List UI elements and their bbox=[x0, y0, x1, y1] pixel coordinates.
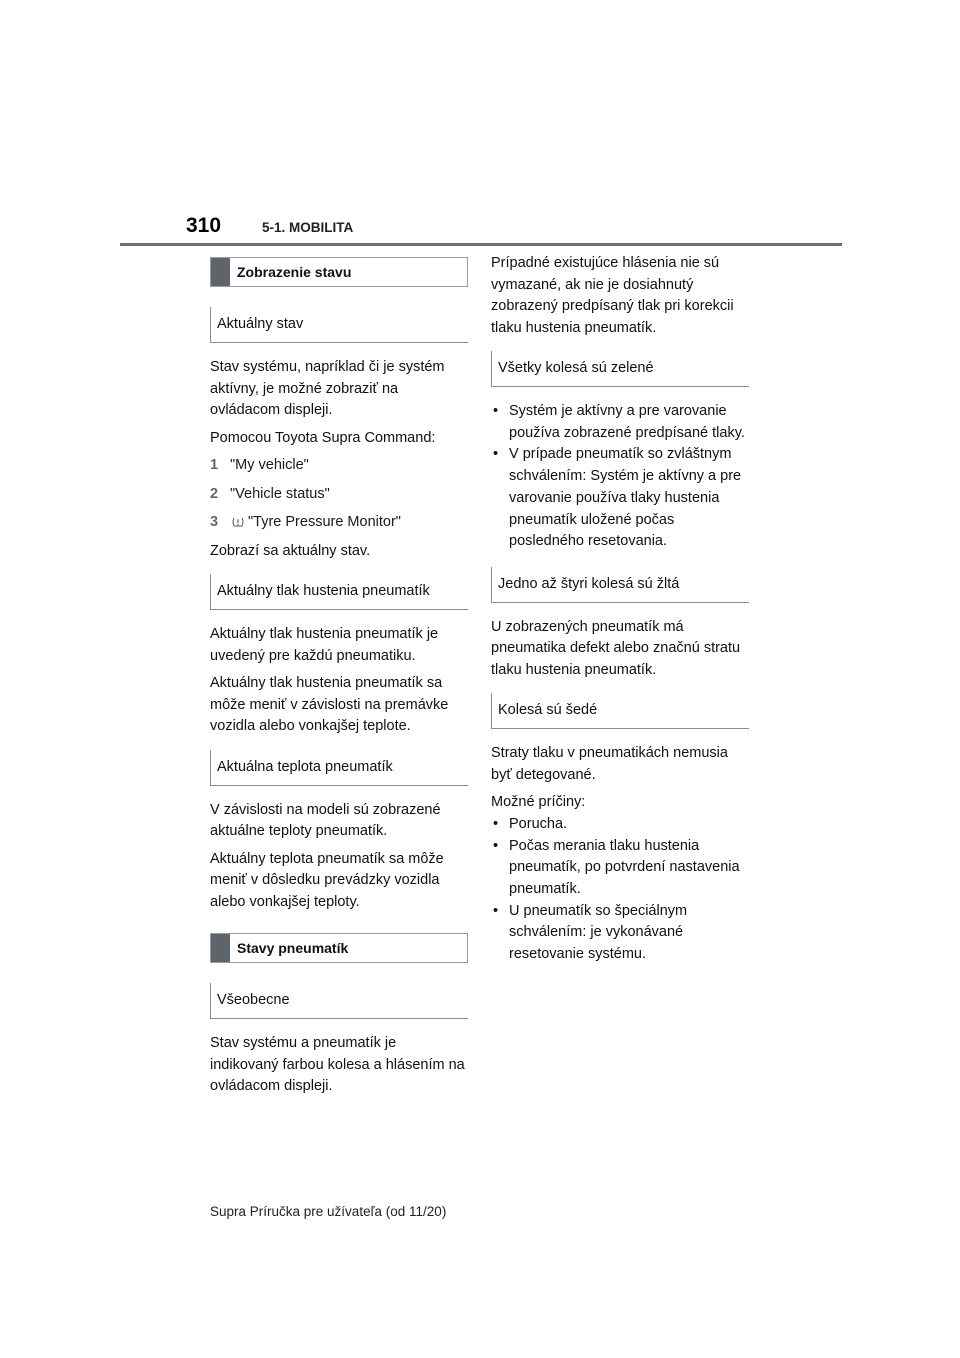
list-item: • V prípade pneumatík so zvláštnym schválením: Systém je aktívny a pre varovanie používa tlaky hustenia pneumatík uložené počas posledného resetovania. bbox=[491, 444, 749, 553]
subheading-yellow: Jedno až štyri kolesá sú žltá bbox=[491, 567, 749, 603]
subheading-current-status: Aktuálny stav bbox=[210, 307, 468, 343]
left-column bbox=[210, 257, 468, 1104]
paragraph: Aktuálny tlak hustenia pneumatík sa môže meniť v závislosti na premávke vozidla alebo vonkajšej teplote. bbox=[210, 675, 449, 734]
heading-text: Zobrazenie stavu bbox=[237, 264, 352, 280]
tire-pressure-warning-icon bbox=[231, 517, 245, 527]
paragraph: Možné príčiny: bbox=[491, 794, 586, 811]
bullet-list bbox=[491, 401, 749, 553]
list-item: • Počas merania tlaku hustenia pneumatík, po potvrdení nastavenia pneumatík. bbox=[491, 836, 749, 901]
step-text: "Vehicle status" bbox=[230, 485, 330, 502]
paragraph: Stav systému, napríklad či je systém aktívny, je možné zobraziť na ovládacom displeji. bbox=[210, 359, 445, 418]
subheading-grey: Kolesá sú šedé bbox=[491, 693, 749, 729]
step-text: "Tyre Pressure Monitor" bbox=[248, 514, 401, 530]
step-1 bbox=[210, 455, 468, 477]
bullet-list bbox=[491, 814, 749, 966]
page-number: 310 bbox=[186, 214, 222, 237]
header-divider bbox=[120, 243, 842, 246]
list-item: • Systém je aktívny a pre varovanie používa zobrazené predpísané tlaky. bbox=[491, 401, 749, 444]
subheading-all-green: Všetky kolesá sú zelené bbox=[491, 351, 749, 387]
paragraph: Straty tlaku v pneumatikách nemusia byť detegované. bbox=[491, 745, 728, 783]
section-title: 5-1. MOBILITA bbox=[262, 220, 354, 235]
heading-box-tire-states bbox=[210, 933, 468, 963]
paragraph: Stav systému a pneumatík je indikovaný farbou kolesa a hlásením na ovládacom displeji. bbox=[210, 1035, 465, 1094]
paragraph: Aktuálny tlak hustenia pneumatík je uvedený pre každú pneumatiku. bbox=[210, 626, 439, 664]
subheading-current-pressure: Aktuálny tlak hustenia pneumatík bbox=[210, 574, 468, 610]
paragraph: U zobrazených pneumatík má pneumatika defekt alebo značnú stratu tlaku hustenia pneumatík. bbox=[491, 618, 741, 678]
subheading-current-temperature: Aktuálna teplota pneumatík bbox=[210, 750, 468, 786]
subheading-general: Všeobecne bbox=[210, 983, 468, 1019]
step-number: 3 bbox=[210, 514, 219, 530]
paragraph: Prípadné existujúce hlásenia nie sú vymazané, ak nie je dosiahnutý zobrazený predpísaný tlak pri korekcii tlaku hustenia pneumatík. bbox=[491, 255, 734, 336]
list-item: • Porucha. bbox=[491, 814, 749, 836]
paragraph: Pomocou Toyota Supra Command: bbox=[210, 429, 436, 446]
list-item: • U pneumatík so špeciálnym schválením: je vykonávané resetovanie systému. bbox=[491, 901, 749, 966]
paragraph: Zobrazí sa aktuálny stav. bbox=[210, 542, 371, 559]
step-2 bbox=[210, 484, 468, 506]
step-number: 2 bbox=[210, 485, 219, 502]
heading-bar bbox=[211, 258, 230, 286]
step-text: "My vehicle" bbox=[230, 457, 309, 473]
heading-box-status-display bbox=[210, 257, 468, 287]
step-number: 1 bbox=[210, 457, 219, 473]
paragraph: Aktuálny teplota pneumatík sa môže meniť v dôsledku prevádzky vozidla alebo vonkajšej teploty. bbox=[210, 850, 444, 910]
right-column bbox=[491, 253, 749, 974]
step-3 bbox=[210, 512, 468, 534]
footer-text: Supra Príručka pre užívateľa (od 11/20) bbox=[210, 1204, 447, 1219]
paragraph: V závislosti na modeli sú zobrazené aktuálne teploty pneumatík. bbox=[210, 801, 441, 839]
heading-bar bbox=[211, 934, 230, 962]
heading-text: Stavy pneumatík bbox=[237, 940, 349, 956]
